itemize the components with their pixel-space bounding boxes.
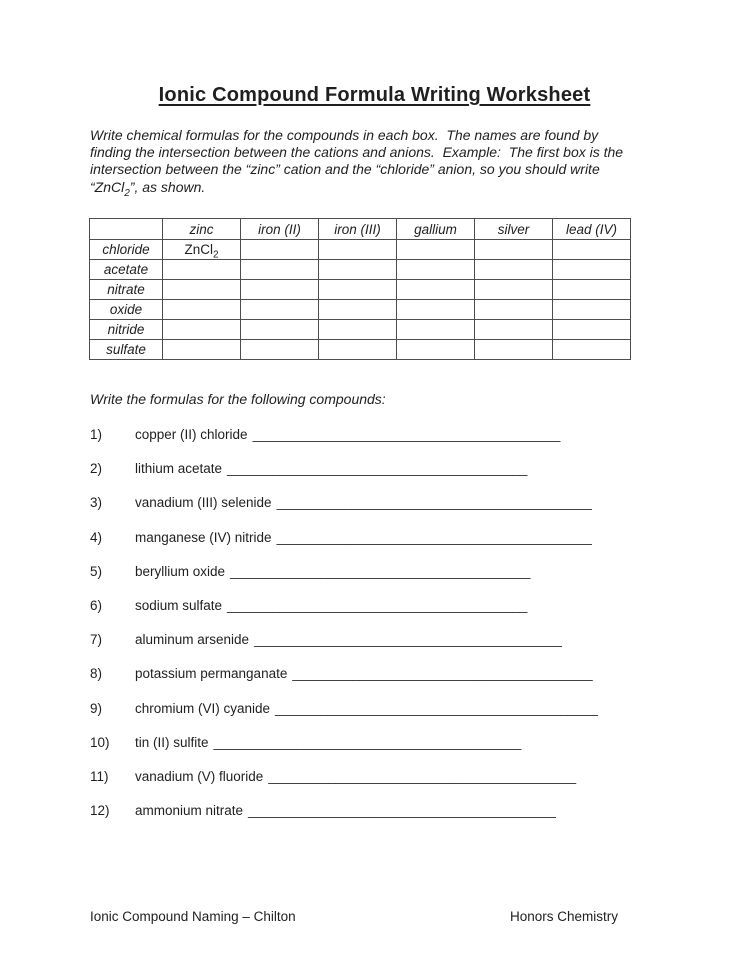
answer-blank: __________________________________________ — [276, 529, 592, 545]
grid-cell — [163, 300, 241, 320]
grid-cell — [397, 300, 475, 320]
problem-number: 9) — [90, 700, 103, 716]
grid-cell — [319, 280, 397, 300]
page-footer — [90, 909, 618, 924]
column-header-silver: silver — [475, 219, 553, 240]
table-row-oxide — [90, 300, 631, 320]
grid-cell — [475, 300, 553, 320]
column-header-iron-iii: iron (III) — [319, 219, 397, 240]
answer-blank: _________________________________________ — [254, 632, 562, 648]
answer-blank: ___________________________________________ — [275, 700, 598, 716]
grid-cell — [319, 260, 397, 280]
problem-number: 2) — [90, 461, 103, 477]
grid-cell — [397, 320, 475, 340]
table-row-nitrate — [90, 280, 631, 300]
grid-cell — [163, 340, 241, 360]
table-row-nitride — [90, 320, 631, 340]
intro-paragraph — [90, 127, 690, 199]
column-header-iron-ii: iron (II) — [241, 219, 319, 240]
problem-number: 7) — [90, 632, 103, 648]
problem-number: 4) — [90, 529, 103, 545]
problem-label: ammonium nitrate — [135, 803, 244, 819]
problem-label: aluminum arsenide — [135, 632, 250, 648]
problem-item-8 — [90, 666, 598, 700]
row-header-oxide: oxide — [90, 300, 163, 320]
grid-cell — [319, 300, 397, 320]
answer-blank: ________________________________________ — [227, 461, 528, 477]
answer-blank: _________________________________________ — [248, 803, 556, 819]
grid-cell — [241, 240, 319, 260]
problem-label: lithium acetate — [135, 461, 223, 477]
intro-line — [90, 178, 690, 199]
problem-item-5 — [90, 564, 598, 598]
problem-number: 11) — [90, 768, 109, 784]
intro-formula-pre: “ZnCl — [90, 178, 125, 195]
grid-cell — [397, 280, 475, 300]
grid-cell — [475, 280, 553, 300]
column-header-gallium: gallium — [397, 219, 475, 240]
problem-item-10 — [90, 735, 598, 769]
column-header-zinc: zinc — [163, 219, 241, 240]
grid-cell — [553, 320, 631, 340]
problem-label: chromium (VI) cyanide — [135, 700, 271, 716]
intro-line: Write chemical formulas for the compounds in each box. The names are found by — [90, 127, 599, 143]
problem-item-12 — [90, 803, 598, 837]
problem-item-3 — [90, 495, 598, 529]
table-row-acetate — [90, 260, 631, 280]
answer-blank: _________________________________________ — [268, 768, 577, 784]
answer-blank: _________________________________________ — [213, 734, 522, 750]
problem-label: manganese (IV) nitride — [135, 529, 272, 545]
answer-blank: _________________________________________ — [252, 427, 561, 442]
problem-number: 12) — [90, 803, 110, 819]
grid-cell — [319, 320, 397, 340]
column-header-lead-iv: lead (IV) — [553, 219, 631, 240]
row-header-chloride: chloride — [90, 240, 163, 260]
grid-cell — [397, 340, 475, 360]
grid-cell — [553, 280, 631, 300]
row-header-acetate: acetate — [90, 260, 163, 280]
grid-cell — [397, 260, 475, 280]
grid-cell — [319, 240, 397, 260]
answer-blank: ________________________________________ — [227, 597, 528, 613]
problem-item-1 — [90, 427, 598, 461]
grid-cell-example — [163, 240, 241, 260]
problem-label: potassium permanganate — [135, 666, 288, 682]
table-row-chloride — [90, 240, 631, 260]
grid-cell — [241, 260, 319, 280]
example-formula-subscript: 2 — [212, 249, 219, 260]
compound-grid-table — [89, 218, 631, 360]
row-header-nitride: nitride — [90, 320, 163, 340]
problem-label: beryllium oxide — [135, 563, 226, 579]
corner-cell — [90, 219, 163, 240]
problem-item-4 — [90, 530, 598, 564]
problem-item-6 — [90, 598, 598, 632]
problem-item-11 — [90, 769, 598, 803]
intro-line-end: ”, as shown. — [129, 178, 206, 195]
grid-cell — [241, 340, 319, 360]
grid-cell — [553, 300, 631, 320]
table-row-sulfate — [90, 340, 631, 360]
problem-number: 3) — [90, 495, 103, 511]
grid-cell — [241, 300, 319, 320]
grid-cell — [475, 240, 553, 260]
problem-item-7 — [90, 632, 598, 666]
grid-cell — [397, 240, 475, 260]
problem-label: vanadium (V) fluoride — [135, 768, 264, 784]
intro-line: intersection between the “zinc” cation and the “chloride” anion, so you should write — [90, 161, 600, 178]
row-header-nitrate: nitrate — [90, 280, 163, 300]
grid-cell — [241, 280, 319, 300]
grid-cell — [475, 260, 553, 280]
problems-list — [90, 427, 598, 837]
row-header-sulfate: sulfate — [90, 340, 163, 360]
grid-cell — [319, 340, 397, 360]
grid-cell — [475, 320, 553, 340]
problem-number: 10) — [90, 734, 110, 750]
grid-cell — [475, 340, 553, 360]
problem-label: tin (II) sulfite — [135, 734, 209, 750]
problem-number: 1) — [90, 427, 103, 442]
example-formula: ZnCl — [184, 242, 213, 257]
problem-label: copper (II) chloride — [135, 427, 248, 442]
answer-blank: ________________________________________ — [292, 666, 593, 682]
problem-number: 6) — [90, 597, 103, 613]
problem-label: vanadium (III) selenide — [135, 495, 272, 511]
page-title: Ionic Compound Formula Writing Worksheet — [158, 84, 591, 106]
intro-line: finding the intersection between the cations and anions. Example: The first box is the — [90, 144, 624, 161]
intro-formula-subscript: 2 — [124, 187, 130, 199]
problem-number: 5) — [90, 563, 103, 579]
grid-cell — [553, 240, 631, 260]
grid-cell — [553, 260, 631, 280]
answer-blank: ________________________________________ — [230, 563, 531, 579]
grid-cell — [553, 340, 631, 360]
grid-cell — [163, 260, 241, 280]
footer-right-text: Honors Chemistry — [509, 909, 618, 924]
problem-item-2 — [90, 461, 598, 495]
problem-label: sodium sulfate — [135, 597, 223, 613]
table-header-row — [90, 219, 631, 240]
section-heading: Write the formulas for the following compounds: — [90, 391, 386, 407]
problem-number: 8) — [90, 666, 103, 682]
grid-cell — [163, 280, 241, 300]
answer-blank: __________________________________________ — [276, 495, 592, 511]
footer-left-text: Ionic Compound Naming – Chilton — [90, 909, 296, 924]
grid-cell — [163, 320, 241, 340]
problem-item-9 — [90, 701, 598, 735]
grid-cell — [241, 320, 319, 340]
